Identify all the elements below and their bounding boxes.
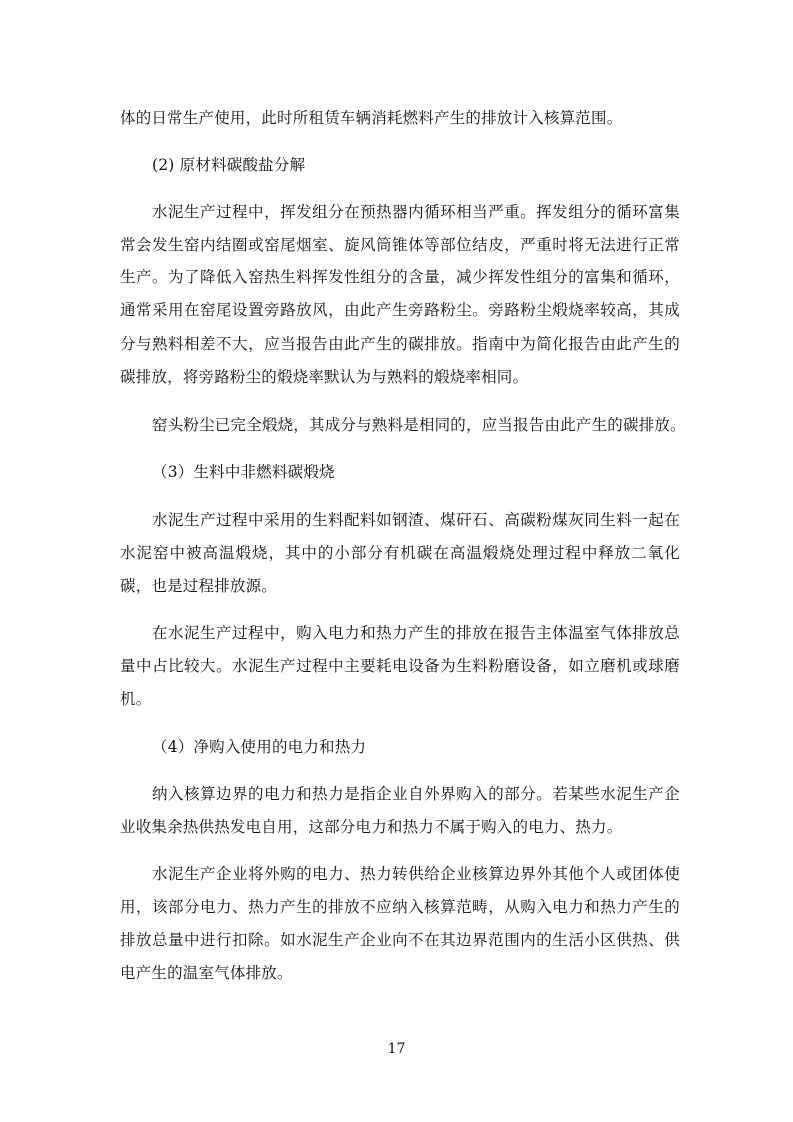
text-line: 排放总量中进行扣除。如水泥生产企业向不在其边界范围内的生活小区供热、供	[120, 931, 680, 949]
text-line: 电产生的温室气体排放。	[120, 964, 293, 982]
section-heading: (2) 原材料碳酸盐分解	[152, 156, 306, 174]
section-heading: （4）净购入使用的电力和热力	[152, 738, 367, 756]
text-line: 常会发生窑内结圈或窑尾烟室、旋风筒锥体等部位结皮，严重时将无法进行正常	[120, 236, 680, 254]
text-line: 生产。为了降低入窑热生料挥发性组分的含量，减少挥发性组分的富集和循环，	[120, 268, 680, 286]
text-line: 碳，也是过程排放源。	[120, 577, 278, 595]
text-line: 用，该部分电力、热力产生的排放不应纳入核算范畴，从购入电力和热力产生的	[120, 898, 680, 916]
text-line: 水泥生产过程中采用的生料配料如钢渣、煤矸石、高碳粉煤灰同生料一起在	[152, 511, 680, 529]
text-line: 碳排放，将旁路粉尘的煅烧率默认为与熟料的煅烧率相同。	[120, 368, 529, 386]
page-number: 17	[387, 1041, 406, 1057]
text-line: 窑头粉尘已完全煅烧，其成分与熟料是相同的，应当报告由此产生的碳排放。	[152, 416, 686, 434]
text-line: 量中占比较大。水泥生产过程中主要耗电设备为生料粉磨设备，如立磨机或球磨	[120, 657, 680, 675]
section-heading: （3）生料中非燃料碳煅烧	[152, 463, 335, 481]
text-line: 通常采用在窑尾设置旁路放风，由此产生旁路粉尘。旁路粉尘煅烧率较高，其成	[120, 301, 680, 319]
text-line: 分与熟料相差不大，应当报告由此产生的碳排放。指南中为简化报告由此产生的	[120, 335, 680, 353]
text-line: 机。	[120, 690, 152, 708]
text-line: 体的日常生产使用，此时所租赁车辆消耗燃料产生的排放计入核算范围。	[120, 109, 623, 127]
text-line: 业收集余热供热发电自用，这部分电力和热力不属于购入的电力、热力。	[120, 818, 623, 836]
text-line: 在水泥生产过程中，购入电力和热力产生的排放在报告主体温室气体排放总	[152, 624, 680, 642]
text-line: 水泥生产过程中，挥发组分在预热器内循环相当严重。挥发组分的循环富集	[152, 203, 680, 221]
text-line: 水泥生产企业将外购的电力、热力转供给企业核算边界外其他个人或团体使	[152, 865, 680, 883]
text-line: 纳入核算边界的电力和热力是指企业自外界购入的部分。若某些水泥生产企	[152, 785, 680, 803]
text-line: 水泥窑中被高温煅烧，其中的小部分有机碳在高温煅烧处理过程中释放二氧化	[120, 544, 680, 562]
